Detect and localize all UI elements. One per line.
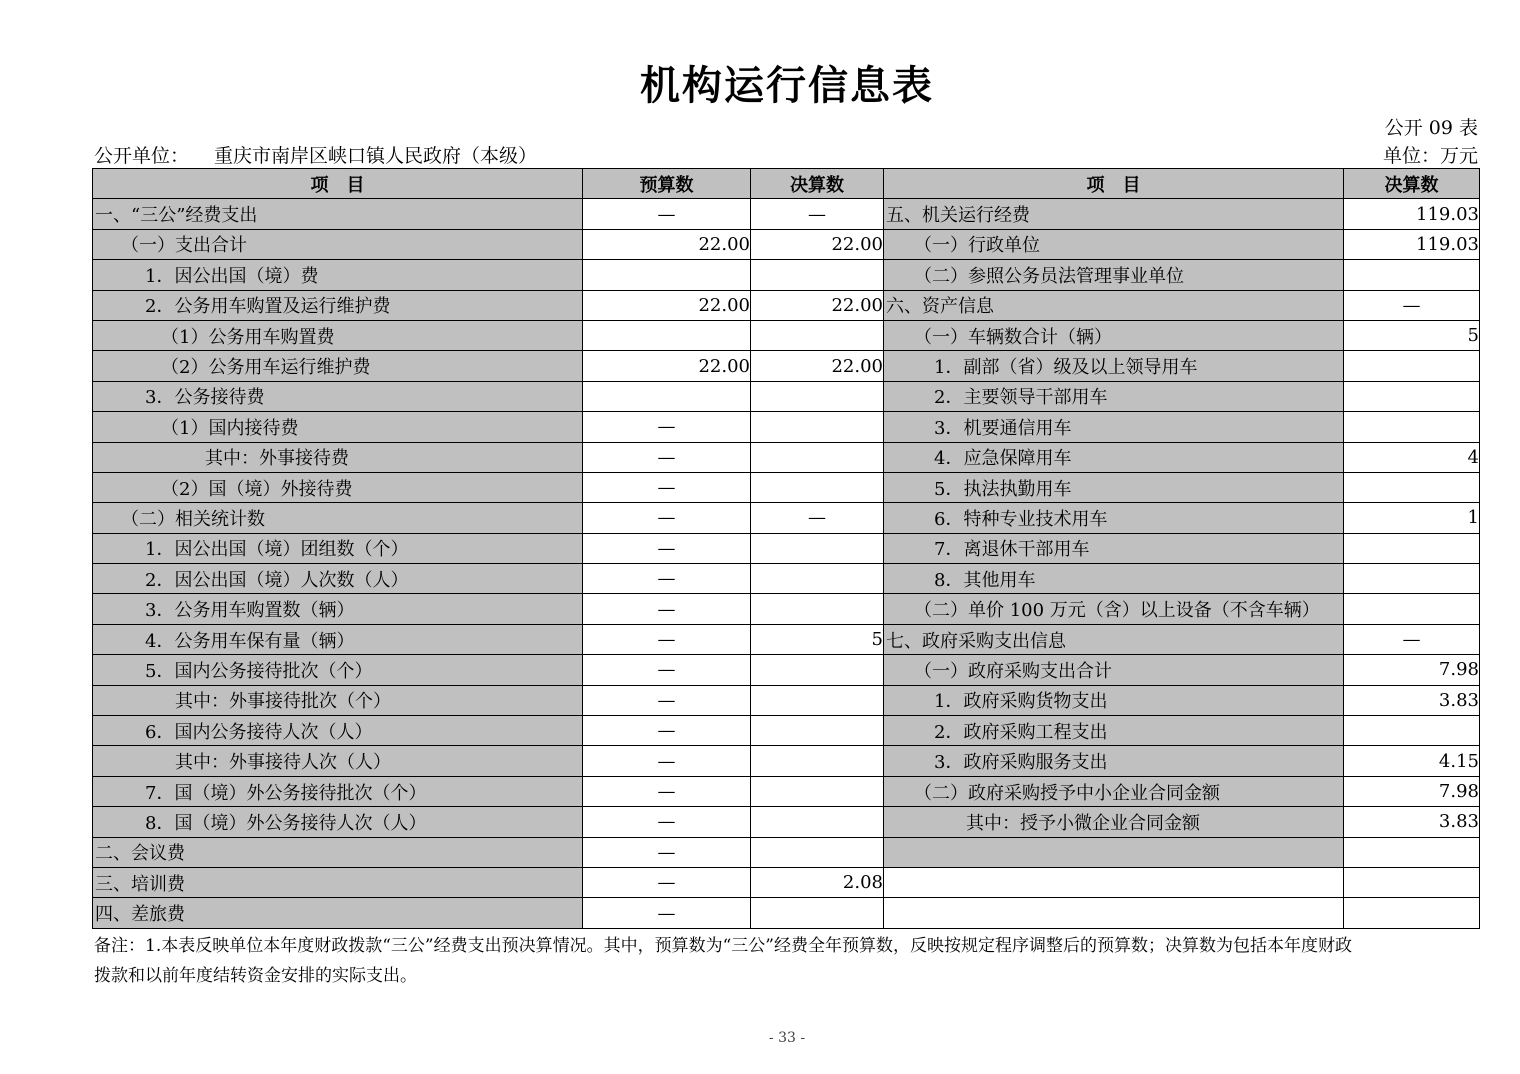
left-budget-value: — bbox=[583, 472, 751, 502]
table-row bbox=[93, 290, 1480, 320]
left-final-value bbox=[751, 381, 884, 411]
right-item-label: 3．机要通信用车 bbox=[884, 412, 1344, 442]
table-row bbox=[93, 229, 1480, 259]
right-final-value: 119.03 bbox=[1344, 199, 1480, 229]
org-name: 重庆市南岸区峡口镇人民政府（本级） bbox=[214, 145, 538, 167]
right-item-label: （一）车辆数合计（辆） bbox=[884, 320, 1344, 350]
left-item-label: 4．公务用车保有量（辆） bbox=[93, 624, 583, 654]
table-row bbox=[93, 776, 1480, 806]
right-item-label bbox=[884, 837, 1344, 867]
right-item-label: 6．特种专业技术用车 bbox=[884, 503, 1344, 533]
right-item-label: 5．执法执勤用车 bbox=[884, 472, 1344, 502]
left-budget-value: — bbox=[583, 533, 751, 563]
left-item-label: 2．公务用车购置及运行维护费 bbox=[93, 290, 583, 320]
left-budget-value: — bbox=[583, 807, 751, 837]
left-item-label: 二、会议费 bbox=[93, 837, 583, 867]
left-final-value: 2.08 bbox=[751, 867, 884, 897]
table-row bbox=[93, 320, 1480, 350]
right-final-value: 7.98 bbox=[1344, 655, 1480, 685]
left-item-label: （2）公务用车运行维护费 bbox=[93, 351, 583, 381]
right-item-label: 2．政府采购工程支出 bbox=[884, 716, 1344, 746]
left-item-label: 四、差旅费 bbox=[93, 898, 583, 928]
left-budget-value bbox=[583, 381, 751, 411]
right-item-label: 七、政府采购支出信息 bbox=[884, 624, 1344, 654]
left-item-label: 三、培训费 bbox=[93, 867, 583, 897]
table-row bbox=[93, 351, 1480, 381]
left-final-value bbox=[751, 564, 884, 594]
right-final-value: 4 bbox=[1344, 442, 1480, 472]
left-budget-value: — bbox=[583, 442, 751, 472]
right-final-value bbox=[1344, 533, 1480, 563]
left-budget-value: — bbox=[583, 594, 751, 624]
left-final-value bbox=[751, 716, 884, 746]
table-row bbox=[93, 472, 1480, 502]
left-item-label: （1）公务用车购置费 bbox=[93, 320, 583, 350]
left-budget-value: 22.00 bbox=[583, 290, 751, 320]
header-final-left: 决算数 bbox=[751, 169, 884, 199]
left-final-value: 5 bbox=[751, 624, 884, 654]
right-final-value bbox=[1344, 381, 1480, 411]
left-final-value: 22.00 bbox=[751, 351, 884, 381]
right-item-label bbox=[884, 867, 1344, 897]
table-row bbox=[93, 898, 1480, 928]
table-row bbox=[93, 199, 1480, 229]
left-budget-value: 22.00 bbox=[583, 351, 751, 381]
left-item-label: 1．因公出国（境）团组数（个） bbox=[93, 533, 583, 563]
table-row bbox=[93, 503, 1480, 533]
right-final-value: 5 bbox=[1344, 320, 1480, 350]
left-item-label: 6．国内公务接待人次（人） bbox=[93, 716, 583, 746]
table-row bbox=[93, 655, 1480, 685]
right-item-label: （二）参照公务员法管理事业单位 bbox=[884, 260, 1344, 290]
right-final-value bbox=[1344, 564, 1480, 594]
right-item-label: （一）行政单位 bbox=[884, 229, 1344, 259]
right-item-label: 1．政府采购货物支出 bbox=[884, 685, 1344, 715]
left-final-value bbox=[751, 807, 884, 837]
left-final-value bbox=[751, 898, 884, 928]
left-item-label: （二）相关统计数 bbox=[93, 503, 583, 533]
page-title: 机构运行信息表 bbox=[640, 63, 934, 109]
right-final-value bbox=[1344, 472, 1480, 502]
left-final-value bbox=[751, 837, 884, 867]
left-budget-value: — bbox=[583, 564, 751, 594]
left-final-value bbox=[751, 412, 884, 442]
left-final-value bbox=[751, 776, 884, 806]
left-final-value: 22.00 bbox=[751, 290, 884, 320]
left-final-value bbox=[751, 685, 884, 715]
right-item-label: 4．应急保障用车 bbox=[884, 442, 1344, 472]
footnote bbox=[94, 931, 1482, 991]
left-item-label: 3．公务用车购置数（辆） bbox=[93, 594, 583, 624]
left-budget-value: — bbox=[583, 746, 751, 776]
right-item-label: （一）政府采购支出合计 bbox=[884, 655, 1344, 685]
left-final-value bbox=[751, 260, 884, 290]
right-final-value bbox=[1344, 898, 1480, 928]
right-item-label bbox=[884, 898, 1344, 928]
table-row bbox=[93, 867, 1480, 897]
left-final-value: — bbox=[751, 199, 884, 229]
left-final-value: — bbox=[751, 503, 884, 533]
left-final-value: 22.00 bbox=[751, 229, 884, 259]
left-budget-value: — bbox=[583, 898, 751, 928]
right-final-value: 3.83 bbox=[1344, 685, 1480, 715]
left-item-label: （2）国（境）外接待费 bbox=[93, 472, 583, 502]
right-item-label: 3．政府采购服务支出 bbox=[884, 746, 1344, 776]
table-row bbox=[93, 594, 1480, 624]
left-budget-value: 22.00 bbox=[583, 229, 751, 259]
right-item-label: 六、资产信息 bbox=[884, 290, 1344, 320]
table-row bbox=[93, 260, 1480, 290]
left-item-label: 5．国内公务接待批次（个） bbox=[93, 655, 583, 685]
left-budget-value: — bbox=[583, 837, 751, 867]
right-final-value: 7.98 bbox=[1344, 776, 1480, 806]
left-item-label: 其中：外事接待批次（个） bbox=[93, 685, 583, 715]
left-final-value bbox=[751, 472, 884, 502]
table-row bbox=[93, 442, 1480, 472]
right-item-label: （二）单价 100 万元（含）以上设备（不含车辆） bbox=[884, 594, 1344, 624]
table-row bbox=[93, 685, 1480, 715]
left-item-label: 2．因公出国（境）人次数（人） bbox=[93, 564, 583, 594]
left-item-label: 8．国（境）外公务接待人次（人） bbox=[93, 807, 583, 837]
org-label: 公开单位： bbox=[94, 145, 190, 167]
left-budget-value: — bbox=[583, 503, 751, 533]
header-item-left: 项 目 bbox=[93, 169, 583, 199]
header-item-right: 项 目 bbox=[884, 169, 1344, 199]
left-budget-value: — bbox=[583, 199, 751, 229]
page-number: - 33 - bbox=[768, 1030, 806, 1046]
header-final-right: 决算数 bbox=[1344, 169, 1480, 199]
table-row bbox=[93, 533, 1480, 563]
right-final-value: 4.15 bbox=[1344, 746, 1480, 776]
right-final-value bbox=[1344, 594, 1480, 624]
left-final-value bbox=[751, 320, 884, 350]
left-item-label: 其中：外事接待费 bbox=[93, 442, 583, 472]
left-final-value bbox=[751, 655, 884, 685]
right-final-value bbox=[1344, 260, 1480, 290]
right-item-label: 8．其他用车 bbox=[884, 564, 1344, 594]
left-item-label: 其中：外事接待人次（人） bbox=[93, 746, 583, 776]
left-item-label: 1．因公出国（境）费 bbox=[93, 260, 583, 290]
unit-label: 单位：万元 bbox=[1382, 145, 1478, 167]
footnote-line-1: 备注：1.本表反映单位本年度财政拨款“三公”经费支出预决算情况。其中，预算数为“三公”经费全年预算数，反映按规定程序调整后的预算数；决算数为包括本年度财政 bbox=[94, 936, 1352, 956]
table-row bbox=[93, 716, 1480, 746]
table-row bbox=[93, 381, 1480, 411]
table-row bbox=[93, 624, 1480, 654]
right-item-label: 7．离退休干部用车 bbox=[884, 533, 1344, 563]
left-item-label: 3．公务接待费 bbox=[93, 381, 583, 411]
left-budget-value: — bbox=[583, 716, 751, 746]
right-item-label: （二）政府采购授予中小企业合同金额 bbox=[884, 776, 1344, 806]
unit-line bbox=[94, 141, 1478, 167]
header-budget: 预算数 bbox=[583, 169, 751, 199]
left-budget-value: — bbox=[583, 624, 751, 654]
info-table bbox=[92, 168, 1480, 929]
left-item-label: 一、“三公”经费支出 bbox=[93, 199, 583, 229]
left-budget-value: — bbox=[583, 412, 751, 442]
right-item-label: 五、机关运行经费 bbox=[884, 199, 1344, 229]
left-budget-value: — bbox=[583, 776, 751, 806]
right-final-value: 1 bbox=[1344, 503, 1480, 533]
footnote-line-2: 拨款和以前年度结转资金安排的实际支出。 bbox=[94, 966, 417, 986]
left-budget-value: — bbox=[583, 655, 751, 685]
left-budget-value bbox=[583, 320, 751, 350]
right-final-value bbox=[1344, 716, 1480, 746]
left-item-label: （1）国内接待费 bbox=[93, 412, 583, 442]
right-final-value bbox=[1344, 837, 1480, 867]
table-row bbox=[93, 837, 1480, 867]
header-row bbox=[93, 169, 1480, 199]
right-final-value: 3.83 bbox=[1344, 807, 1480, 837]
table-row bbox=[93, 746, 1480, 776]
table-row bbox=[93, 807, 1480, 837]
left-final-value bbox=[751, 533, 884, 563]
right-final-value: 119.03 bbox=[1344, 229, 1480, 259]
right-final-value bbox=[1344, 867, 1480, 897]
left-final-value bbox=[751, 594, 884, 624]
right-item-label: 1．副部（省）级及以上领导用车 bbox=[884, 351, 1344, 381]
right-final-value: — bbox=[1344, 624, 1480, 654]
left-final-value bbox=[751, 746, 884, 776]
left-final-value bbox=[751, 442, 884, 472]
table-row bbox=[93, 564, 1480, 594]
left-budget-value: — bbox=[583, 685, 751, 715]
left-budget-value: — bbox=[583, 867, 751, 897]
right-final-value bbox=[1344, 351, 1480, 381]
left-item-label: （一）支出合计 bbox=[93, 229, 583, 259]
left-budget-value bbox=[583, 260, 751, 290]
right-final-value: — bbox=[1344, 290, 1480, 320]
right-item-label: 其中：授予小微企业合同金额 bbox=[884, 807, 1344, 837]
left-item-label: 7．国（境）外公务接待批次（个） bbox=[93, 776, 583, 806]
table-id: 公开 09 表 bbox=[1384, 117, 1478, 139]
table-row bbox=[93, 412, 1480, 442]
right-final-value bbox=[1344, 412, 1480, 442]
right-item-label: 2．主要领导干部用车 bbox=[884, 381, 1344, 411]
